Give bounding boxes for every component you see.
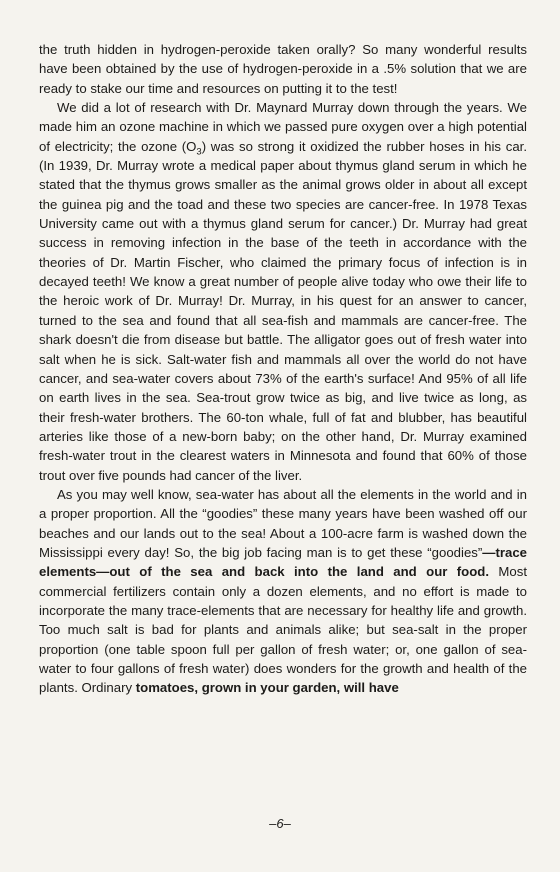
text-run: Most commercial fertilizers contain only a dozen elements, and no effort is made to incorporate the many trace-elements that are necessary for healthy life and growth. Too much salt is bad for plants and animals alike; but sea-salt in the proper proportion (one table spoon full per gallon of fresh water; or, one gallon of sea-water to four gallons of fresh water) does wonders for the growth and health of the plants. Ordinary: [39, 564, 527, 696]
text-run: ) was so strong it oxidized the rubber hoses in his car. (In 1939, Dr. Murray wrote a medical paper about thymus gland serum in which he stated that the thymus grows smaller as the animal grows older in about all except the guinea pig and the toad and these two species are cancer-free. In 1978 Texas University came out with a thymus gland serum for cancer.) Dr. Murray had great success in removing infection in the base of the teeth in accordance with the theories of Dr. Martin Fischer, who claimed the primary focus of infection is in decayed teeth! We know a great number of people alive today who owe their life to the heroic work of Dr. Murray! Dr. Murray, in his quest for an answer to cancer, turned to the sea and found that all sea-fish and mammals are cancer-free. The shark doesn't die from disease but battle. The alligator goes out of fresh water into salt when he is sick. Salt-water fish and mammals all over the world do not have cancer, and sea-water covers about 73% of the earth's surface! And 95% of all life on earth lives in the sea. Sea-trout grow twice as big, and live twice as long, as their fresh-water brothers. The 60-ton whale, full of fat and blubber, has beautiful arteries like those of a new-born baby; on the other hand, Dr. Murray examined fresh-water trout in the clearest waters in Minnesota and found that 60% of those trout over five pounds had cancer of the liver.: [39, 138, 527, 483]
bold-text: —trace elements—out of the sea and back into the land and our food.: [39, 544, 527, 580]
subscript-text: 3: [196, 146, 202, 158]
paragraph: [39, 40, 527, 98]
text-run: We did a lot of research with Dr. Maynard Murray down through the years. We made him an ozone machine in which we passed pure oxygen over a high potential of electricity; the ozone (O: [39, 100, 527, 154]
body-text: [39, 40, 527, 698]
text-run: As you may well know, sea-water has about all the elements in the world and in a proper proportion. All the “goodies” these many years have been washed off our beaches and our lands out to the sea! About a 100-acre farm is washed down the Mississippi every day! So, the big job facing man is to get these “goodies”: [39, 486, 527, 560]
text-run: the truth hidden in hydrogen-peroxide taken orally? So many wonderful results have been obtained by the use of hydrogen-peroxide in a .5% solution that we are ready to stake our time and resources on putting it to the test!: [39, 42, 527, 96]
paragraph: [39, 98, 527, 485]
page-number: –6–: [269, 816, 291, 831]
bold-text: tomatoes, grown in your garden, will have: [135, 680, 399, 696]
paragraph: [39, 485, 527, 698]
